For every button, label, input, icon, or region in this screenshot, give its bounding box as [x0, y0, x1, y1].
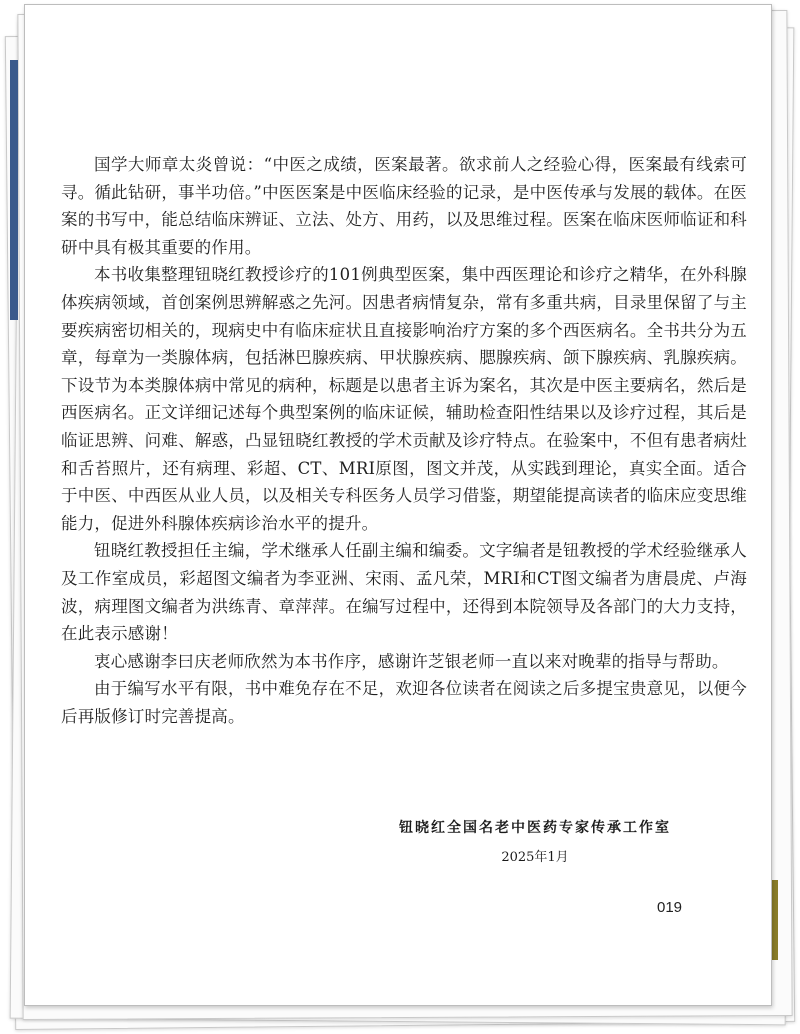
page-number: 019	[657, 899, 683, 916]
paragraph: 钮晓红教授担任主编，学术继承人任副主编和编委。文字编者是钮教授的学术经验继承人及工作室成员，彩超图文编者为李亚洲、宋雨、孟凡荣，MRI和CT图文编者为唐晨虎、卢海波，病理图文编者为洪练青、章萍萍。在编写过程中，还得到本院领导及各部门的大力支持，在此表示感谢！	[61, 541, 747, 644]
paragraph: 衷心感谢李曰庆老师欣然为本书作序，感谢许芝银老师一直以来对晚辈的指导与帮助。	[94, 651, 729, 671]
document-page	[24, 4, 772, 1006]
paragraph: 由于编写水平有限，书中难免存在不足，欢迎各位读者在阅读之后多提宝贵意见，以便今后再版修订时完善提高。	[61, 679, 747, 726]
preface-body	[61, 151, 747, 730]
paragraph: 本书收集整理钮晓红教授诊疗的101例典型医案，集中西医理论和诊疗之精华，在外科腺体疾病领域，首创案例思辨解惑之先河。因患者病情复杂，常有多重共病，目录里保留了与主要疾病密切相关的，现病史中有临床症状且直接影响治疗方案的多个西医病名。全书共分为五章，每章为一类腺体病，包括淋巴腺疾病、甲状腺疾病、腮腺疾病、颌下腺疾病、乳腺疾病。下设节为本类腺体病中常见的病种，标题是以患者主诉为案名，其次是中医主要病名，然后是西医病名。正文详细记述每个典型案例的临床证候，辅助检查阳性结果以及诊疗过程，其后是临证思辨、问难、解惑，凸显钮晓红教授的学术贡献及诊疗特点。在验案中，不但有患者病灶和舌苔照片，还有病理、彩超、CT、MRI原图，图文并茂，从实践到理论，真实全面。适合于中医、中西医从业人员，以及相关专科医务人员学习借鉴，期望能提高读者的临床应变思维能力，促进外科腺体疾病诊治水平的提升。	[61, 265, 747, 533]
author-signature: 钮晓红全国名老中医药专家传承工作室	[399, 820, 671, 836]
paragraph: 国学大师章太炎曾说：“中医之成绩，医案最著。欲求前人之经验心得，医案最有线索可寻。循此钻研，事半功倍。”中医医案是中医临床经验的记录，是中医传承与发展的载体。在医案的书写中，能总结临床辨证、立法、处方、用药，以及思维过程。医案在临床医师临证和科研中具有极其重要的作用。	[61, 155, 747, 257]
cover-edge	[10, 60, 18, 320]
signature-date: 2025年1月	[501, 850, 569, 865]
